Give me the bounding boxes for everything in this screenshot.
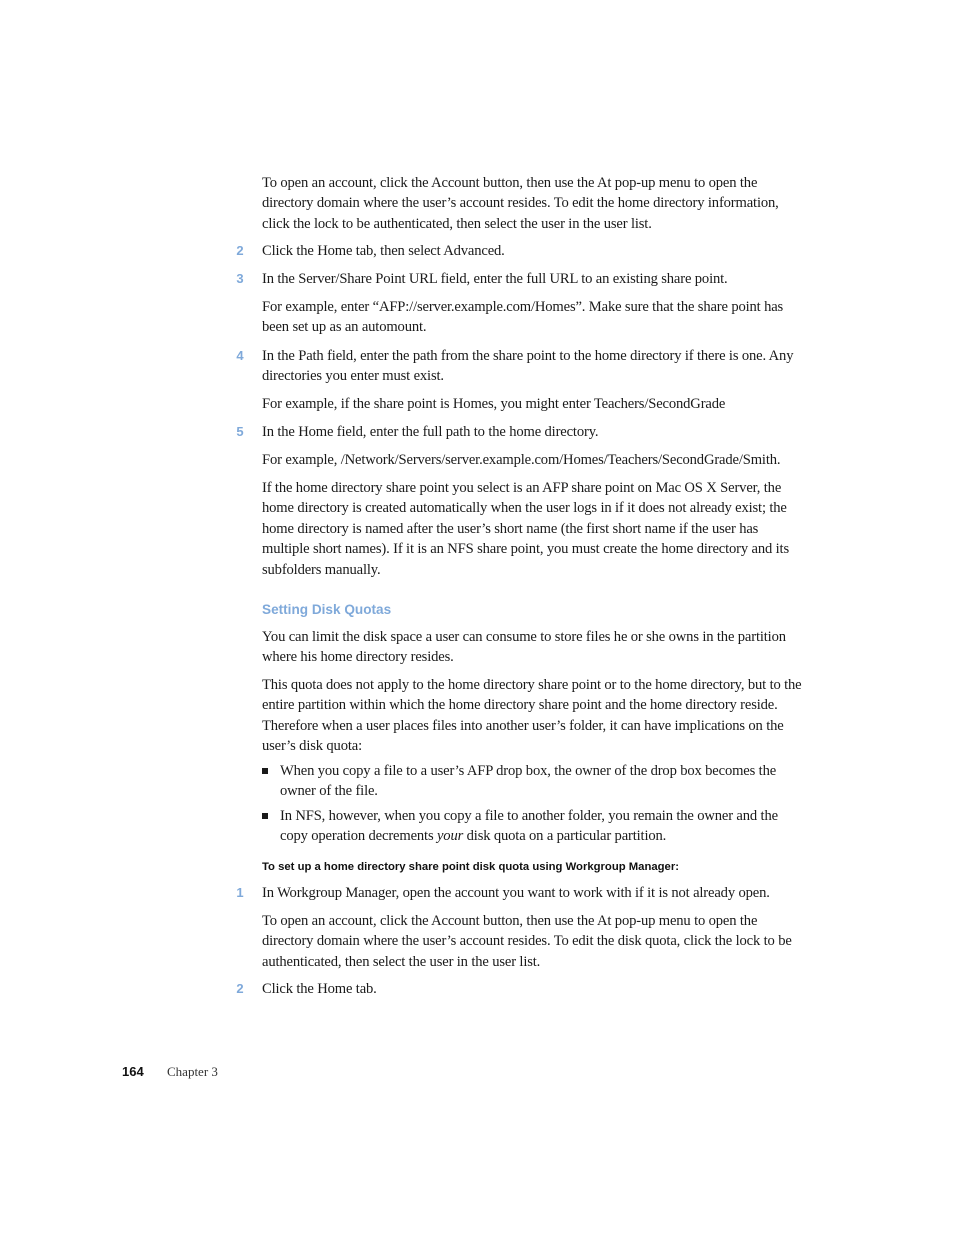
step-number: 2 bbox=[236, 981, 244, 996]
step-text: Click the Home tab. bbox=[262, 981, 377, 997]
body-paragraph: This quota does not apply to the home directory share point or to the home directory, but to the entire partition within which the home directory share point and the home directory reside. Therefore when a user places files into another user’s folder, it can have implications on the user’s disk quota: bbox=[262, 677, 802, 755]
body-paragraph: To open an account, click the Account button, then use the At pop-up menu to open the directory domain where the user’s account resides. To edit the disk quota, click the lock to be authenticated, then select the user in the user list. bbox=[262, 913, 792, 970]
bullet-text-part: disk quota on a particular partition. bbox=[463, 828, 667, 845]
chapter-label: Chapter 3 bbox=[167, 1064, 218, 1079]
step-text: In Workgroup Manager, open the account you want to work with if it is not already open. bbox=[262, 885, 770, 901]
example-paragraph: For example, /Network/Servers/server.example.com/Homes/Teachers/SecondGrade/Smith. bbox=[262, 452, 781, 468]
body-paragraph: If the home directory share point you select is an AFP share point on Mac OS X Server, the home directory is created automatically when the user logs in if it does not already exist; the home directory is named after the user’s short name (the first short name if the user has multiple short names). If it is an NFS share point, you must create the home directory and its subfolders manually. bbox=[262, 480, 789, 578]
step-number: 2 bbox=[236, 243, 244, 258]
example-paragraph: For example, enter “AFP://server.example.com/Homes”. Make sure that the share point has been set up as an automount. bbox=[262, 299, 784, 336]
step-text: In the Home field, enter the full path to the home directory. bbox=[262, 424, 599, 440]
step-number: 4 bbox=[236, 348, 244, 363]
step-text: In the Path field, enter the path from the share point to the home directory if there is one. Any directories you enter must exist. bbox=[262, 348, 794, 385]
step-number: 3 bbox=[236, 271, 244, 286]
bullet-text-part: In NFS, however, when you copy a file to another folder, you remain the owner and the copy operation decrements bbox=[280, 808, 778, 845]
step-text: Click the Home tab, then select Advanced. bbox=[262, 243, 505, 259]
bullet-item: When you copy a file to a user’s AFP drop box, the owner of the drop box becomes the owner of the file. bbox=[280, 763, 777, 800]
bullet-item bbox=[280, 806, 805, 847]
step-text: In the Server/Share Point URL field, enter the full URL to an existing share point. bbox=[262, 271, 728, 287]
step-number: 5 bbox=[236, 424, 244, 439]
emphasis-text: your bbox=[436, 828, 464, 845]
example-paragraph: For example, if the share point is Homes, you might enter Teachers/SecondGrade bbox=[262, 396, 726, 412]
body-paragraph: You can limit the disk space a user can consume to store files he or she owns in the partition where his home directory resides. bbox=[262, 629, 786, 666]
bullet-icon bbox=[262, 806, 270, 814]
task-heading: To set up a home directory share point disk quota using Workgroup Manager: bbox=[262, 861, 679, 873]
page-number: 164 bbox=[122, 1064, 144, 1079]
bullet-icon bbox=[262, 761, 270, 769]
step-number: 1 bbox=[236, 885, 244, 900]
step-1-continuation: To open an account, click the Account button, then use the At pop-up menu to open the directory domain where the user’s account resides. To edit the home directory information, click the lock to be authenticated, then select the user in the user list. bbox=[262, 175, 779, 232]
section-heading: Setting Disk Quotas bbox=[262, 602, 392, 617]
